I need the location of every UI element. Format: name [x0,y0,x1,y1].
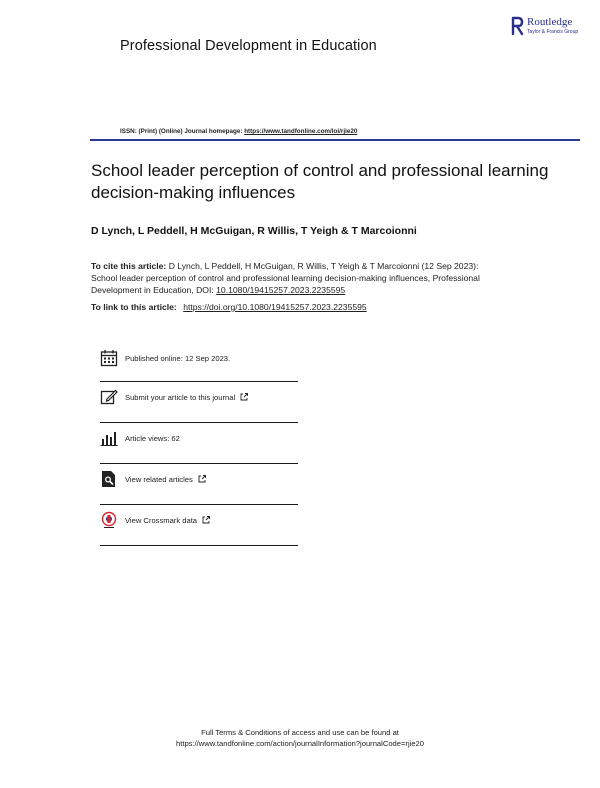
routledge-logo[interactable] [511,16,591,42]
bar-chart-icon [100,429,118,447]
routledge-r-icon [511,16,524,36]
crossmark-icon [100,511,118,529]
issn-line [120,128,357,135]
external-link-icon [202,516,210,524]
info-row-submit[interactable] [100,382,298,423]
citation-block [91,260,501,296]
article-authors: D Lynch, L Peddell, H McGuigan, R Willis, T Yeigh & T Marcoionni [91,225,417,237]
info-row-published [100,343,298,382]
external-link-icon [240,393,248,401]
article-doi-link[interactable]: https://doi.org/10.1080/19415257.2023.2235595 [183,302,367,312]
journal-homepage-link[interactable]: https://www.tandfonline.com/loi/rjie20 [244,128,358,135]
logo-name: Routledge [527,16,573,28]
related-articles-link[interactable] [125,475,206,484]
footer-terms-link[interactable]: https://www.tandfonline.com/action/journalInformation?journalCode=rjie20 [176,739,424,748]
cite-label: To cite this article: [91,261,167,271]
link-label: To link to this article: [91,302,177,312]
header-divider [90,139,580,141]
submit-article-label: Submit your article to this journal [125,393,236,402]
edit-icon [100,388,118,406]
article-views: Article views: 62 [125,434,180,443]
submit-article-link[interactable] [125,393,248,402]
info-row-views [100,423,298,464]
external-link-icon [198,475,206,483]
footer-terms-text: Full Terms & Conditions of access and use can be found at [201,728,399,737]
cite-text: D Lynch, L Peddell, H McGuigan, R Willis, T Yeigh & T Marcoionni (12 Sep 2023): School leader perception of control and professional learning decision-making influences, Professional Development in Education, DOI: [91,261,480,295]
crossmark-label: View Crossmark data [125,516,198,525]
article-title: School leader perception of control and professional learning decision-making influences [91,161,549,202]
search-document-icon [100,470,118,488]
footer [0,727,600,749]
journal-title: Professional Development in Education [120,38,377,54]
related-articles-label: View related articles [125,475,193,484]
crossmark-link[interactable] [125,516,210,525]
calendar-icon [100,349,118,367]
logo-subtitle: Taylor & Francis Group [527,29,579,35]
issn-prefix: ISSN: (Print) (Online) Journal homepage: [120,128,243,135]
cite-doi-link[interactable]: 10.1080/19415257.2023.2235595 [216,285,346,295]
published-date: Published online: 12 Sep 2023. [125,354,231,363]
article-info-list [100,343,298,546]
info-row-related[interactable] [100,464,298,505]
info-row-crossmark[interactable] [100,505,298,546]
article-link-line [91,302,367,312]
